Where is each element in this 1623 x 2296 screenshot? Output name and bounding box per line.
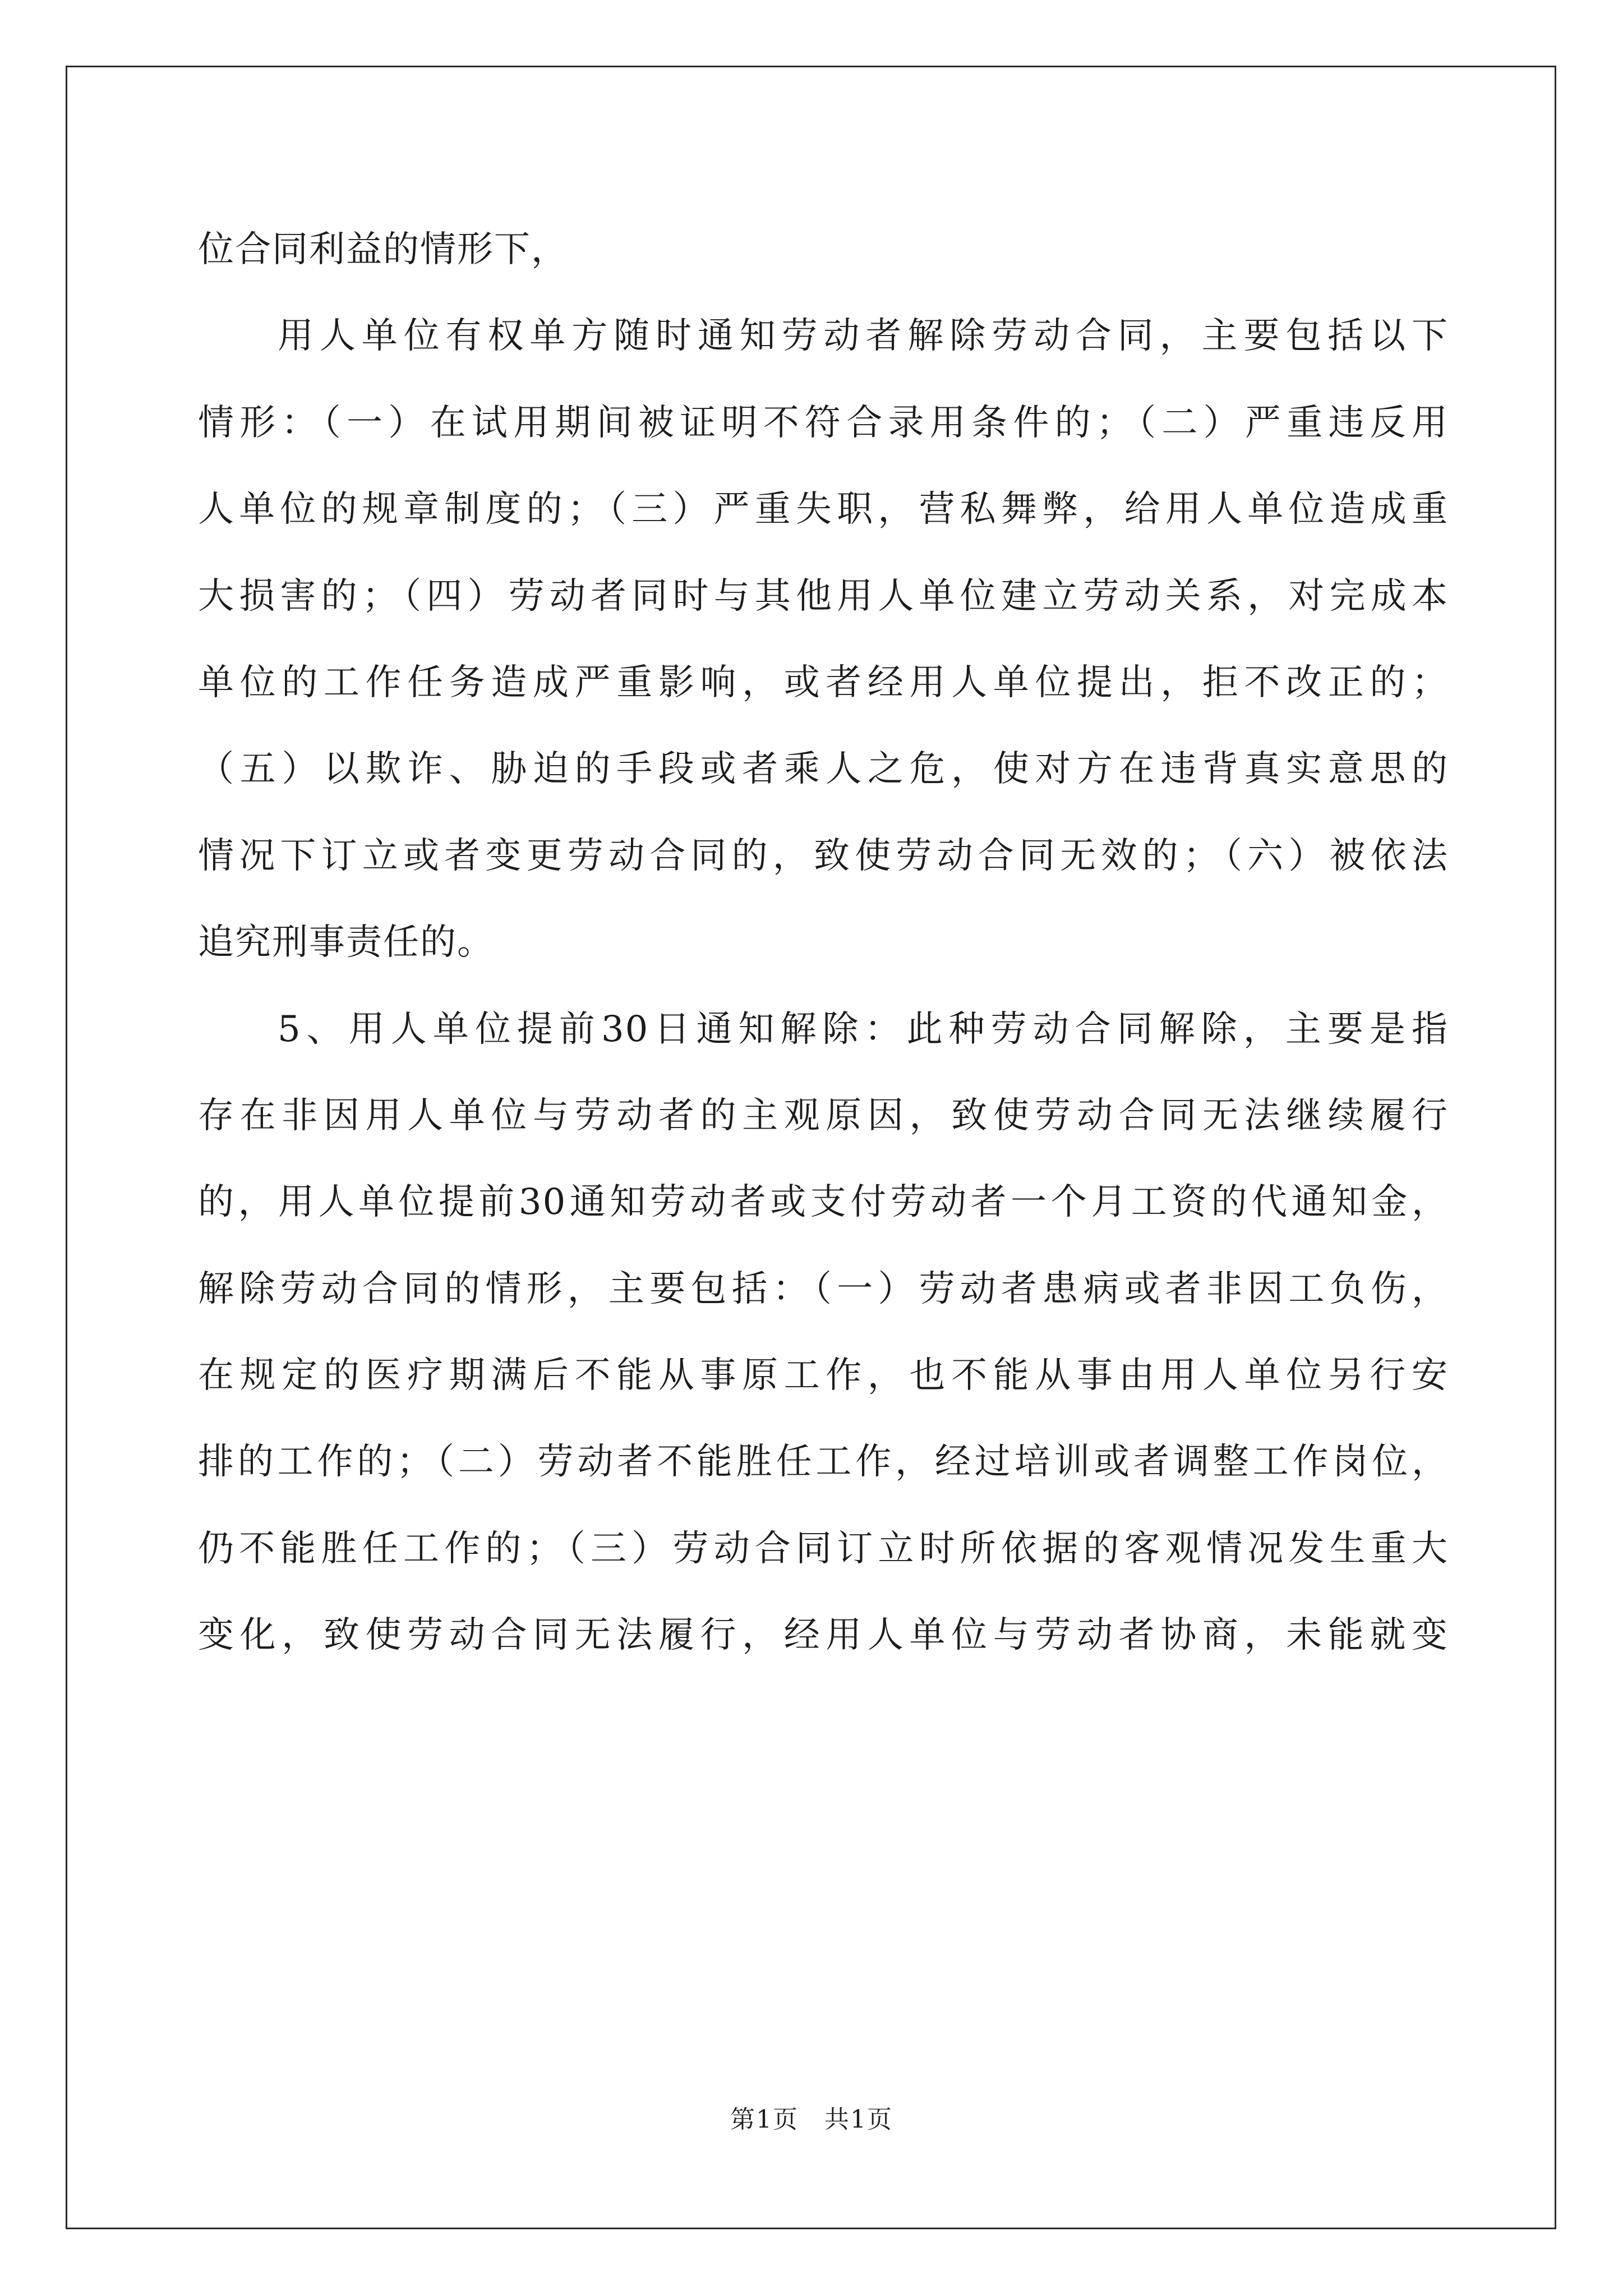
body-line: 仍不能胜任工作的；（三）劳动合同订立时所依据的客观情况发生重大 — [198, 1527, 1449, 1570]
body-line: 追究刑事责任的。 — [198, 922, 494, 964]
body-line: 情形：（一）在试用期间被证明不符合录用条件的；（二）严重违反用 — [198, 402, 1449, 444]
document-body — [198, 206, 1449, 1679]
body-line: 用人单位有权单方随时通知劳动者解除劳动合同，主要包括以下 — [278, 315, 1449, 357]
body-line: （五）以欺诈、胁迫的手段或者乘人之危，使对方在违背真实意思的 — [198, 748, 1449, 790]
body-line: 人单位的规章制度的；（三）严重失职，营私舞弊，给用人单位造成重 — [198, 489, 1449, 531]
body-line: 5、用人单位提前30日通知解除：此种劳动合同解除，主要是指 — [278, 1008, 1449, 1050]
page-footer: 第1页 共1页 — [730, 2105, 893, 2134]
body-line: 解除劳动合同的情形，主要包括：（一）劳动者患病或者非因工负伤， — [198, 1268, 1449, 1310]
body-line: 情况下订立或者变更劳动合同的，致使劳动合同无效的；（六）被依法 — [198, 835, 1449, 877]
body-line: 位合同利益的情形下， — [198, 229, 568, 270]
body-line: 排的工作的；（二）劳动者不能胜任工作，经过培训或者调整工作岗位， — [198, 1441, 1449, 1483]
body-line: 大损害的；（四）劳动者同时与其他用人单位建立劳动关系，对完成本 — [198, 575, 1449, 617]
body-line: 的，用人单位提前30通知劳动者或支付劳动者一个月工资的代通知金， — [198, 1181, 1449, 1223]
body-line: 存在非因用人单位与劳动者的主观原因，致使劳动合同无法继续履行 — [198, 1094, 1449, 1137]
body-line: 单位的工作任务造成严重影响，或者经用人单位提出，拒不改正的； — [198, 661, 1449, 703]
body-line: 变化，致使劳动合同无法履行，经用人单位与劳动者协商，未能就变 — [198, 1614, 1449, 1657]
body-line: 在规定的医疗期满后不能从事原工作，也不能从事由用人单位另行安 — [198, 1355, 1449, 1397]
